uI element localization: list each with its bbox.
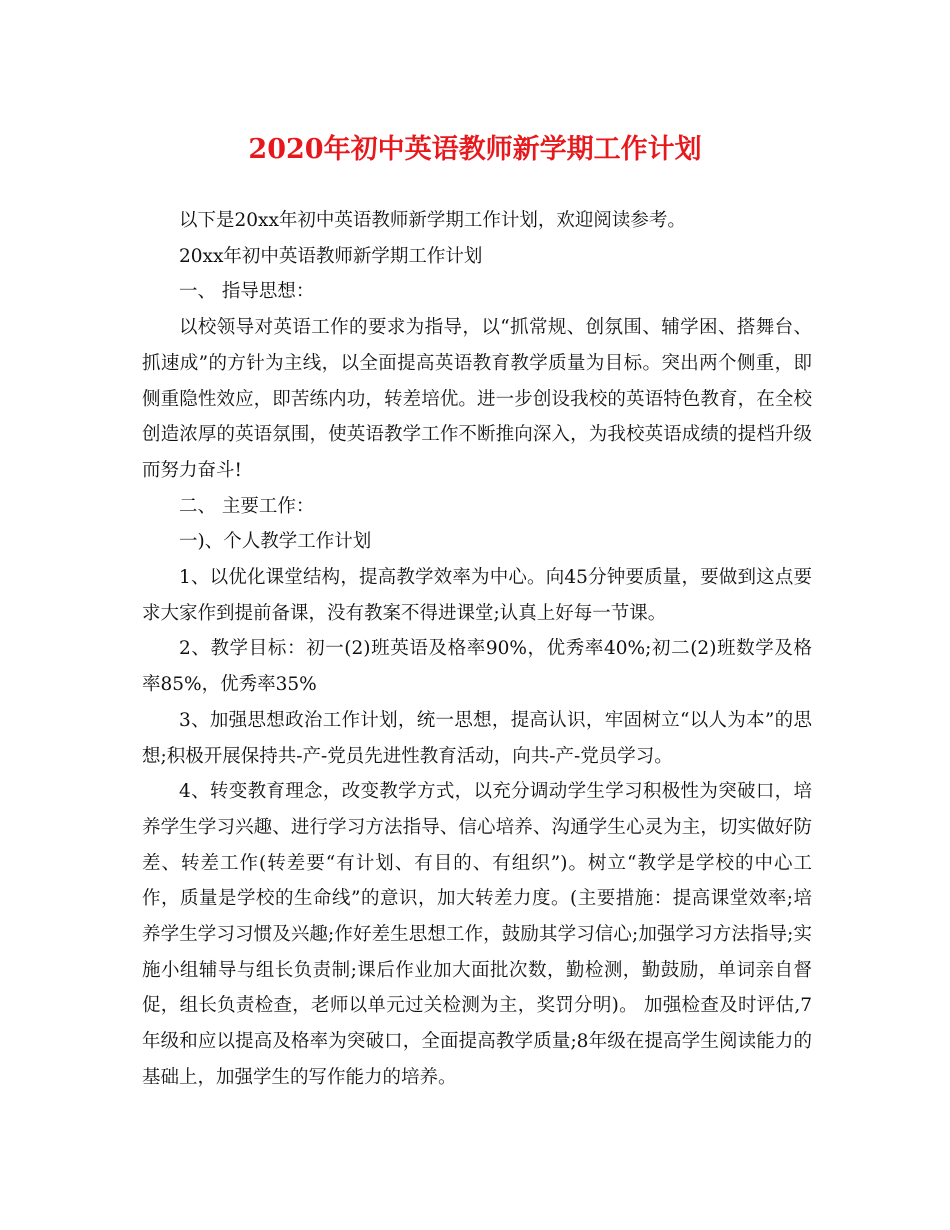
guiding-thought-paragraph: 以校领导对英语工作的要求为指导，以“抓常规、创氛围、辅学困、搭舞台、抓速成”的方针为主线，以全面提高英语教育教学质量为目标。突出两个侧重，即侧重隐性效应，即苦练内功，转差培优。进一步创设我校的英语特色教育，在全校创造浓厚的英语氛围，使英语教学工作不断推向深入，为我校英语成绩的提档升级而努力奋斗! — [142, 317, 812, 481]
subtitle-paragraph: 20xx年初中英语教师新学期工作计划 — [179, 245, 483, 267]
document-title: 2020年初中英语教师新学期工作计划 — [248, 134, 702, 165]
item-paragraph-1: 1、以优化课堂结构，提高教学效率为中心。向45分钟要质量，要做到这点要求大家作到提前备课，没有教案不得进课堂;认真上好每一节课。 — [142, 567, 812, 624]
section-heading-main-work: 二、 主要工作： — [179, 495, 315, 517]
intro-paragraph: 以下是20xx年初中英语教师新学期工作计划，欢迎阅读参考。 — [179, 210, 686, 231]
item-paragraph-4: 4、转变教育理念，改变教学方式，以充分调动学生学习积极性为突破口，培养学生学习兴趣、进行学习方法指导、信心培养、沟通学生心灵为主，切实做好防差、转差工作(转差要“有计划、有目的、有组织”)。树立“教学是学校的中心工作，质量是学校的生命线”的意识，加大转差力度。(主要措施：提高课堂效率;培养学生学习习惯及兴趣;作好差生思想工作，鼓励其学习信心;加强学习方法指导;实施小组辅导与组长负责制;课后作业加大面批次数，勤检测，勤鼓励，单词亲自督促，组长负责检查，老师以单元过关检测为主，奖罚分明)。 加强检查及时评估,7年级和应以提高及格率为突破口，全面提高教学质量;8年级在提高学生阅读能力的基础上，加强学生的写作能力的培养。 — [142, 781, 812, 1088]
item-paragraph-2: 2、教学目标：初一(2)班英语及格率90%，优秀率40%;初二(2)班数学及格率85%，优秀率35% — [142, 638, 812, 696]
section-heading-guiding-thought: 一、 指导思想： — [179, 281, 315, 303]
subsection-heading-personal-plan: 一)、个人教学工作计划 — [179, 531, 372, 553]
document-body — [142, 203, 812, 1096]
item-paragraph-3: 3、加强思想政治工作计划，统一思想，提高认识，牢固树立“以人为本”的思想;积极开展保持共-产-党员先进性教育活动，向共-产-党员学习。 — [142, 709, 812, 767]
